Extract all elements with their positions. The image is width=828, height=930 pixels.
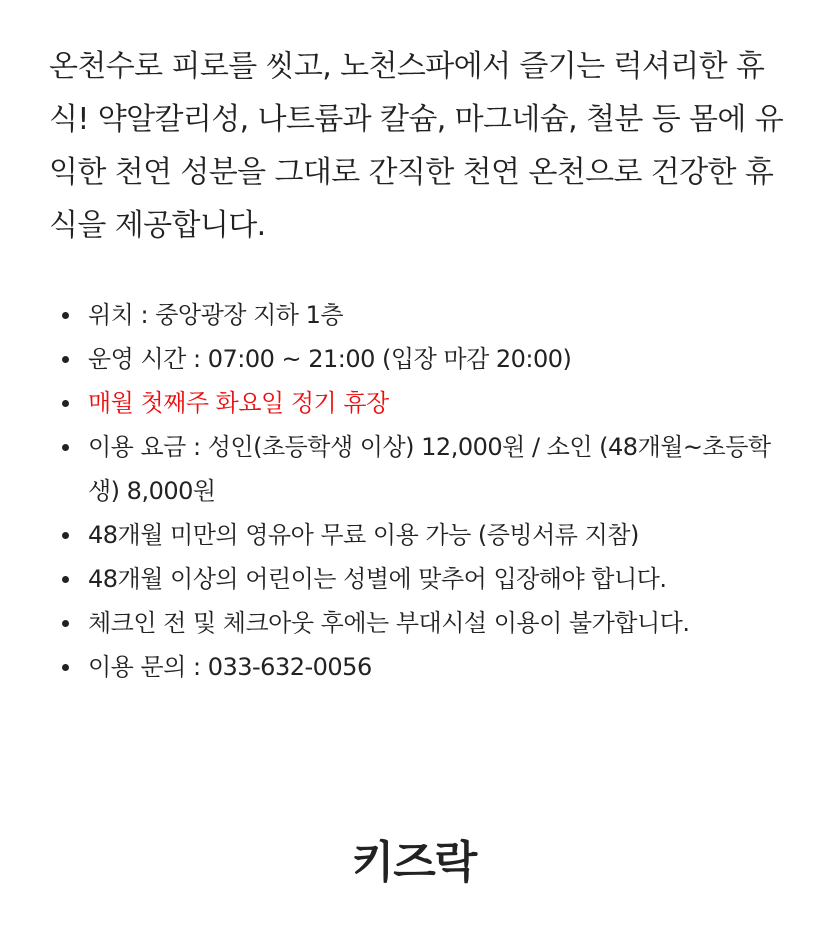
list-item-fees [49,425,779,513]
bullet-icon [62,664,69,671]
list-item-hours [49,337,779,381]
bullet-icon [62,576,69,583]
list-item-text: 48개월 이상의 어린이는 성별에 맞추어 입장해야 합니다. [88,565,667,593]
section-title: 키즈락 [351,837,477,888]
list-item-text: 체크인 전 및 체크아웃 후에는 부대시설 이용이 불가합니다. [88,609,690,637]
bullet-icon [62,356,69,363]
list-item-closed-notice [49,381,779,425]
list-item-text: 매월 첫째주 화요일 정기 휴장 [88,389,389,417]
list-item-text: 48개월 미만의 영유아 무료 이용 가능 (증빙서류 지참) [88,521,639,549]
list-item-text: 위치 : 중앙광장 지하 1층 [88,301,344,329]
bullet-icon [62,444,69,451]
bullet-icon [62,400,69,407]
list-item-location [49,293,779,337]
bullet-icon [62,312,69,319]
intro-paragraph: 온천수로 피로를 씻고, 노천스파에서 즐기는 럭셔리한 휴식! 약알칼리성, 나트륨과 칼슘, 마그네슘, 철분 등 몸에 유익한 천연 성분을 그대로 간직한 천연 온천으로 건강한 휴식을 제공합니다. [49,49,784,243]
list-item-text: 이용 문의 : 033-632-0056 [88,653,372,681]
bullet-icon [62,620,69,627]
bullet-icon [62,532,69,539]
list-item-text: 운영 시간 : 07:00 ~ 21:00 (입장 마감 20:00) [88,345,572,373]
list-item-checkin-notice [49,601,779,645]
list-item-infant-free [49,513,779,557]
list-item-contact [49,645,779,689]
info-list [49,293,779,689]
list-item-child-gender [49,557,779,601]
list-item-text: 이용 요금 : 성인(초등학생 이상) 12,000원 / 소인 (48개월~초등학생) 8,000원 [88,433,771,505]
